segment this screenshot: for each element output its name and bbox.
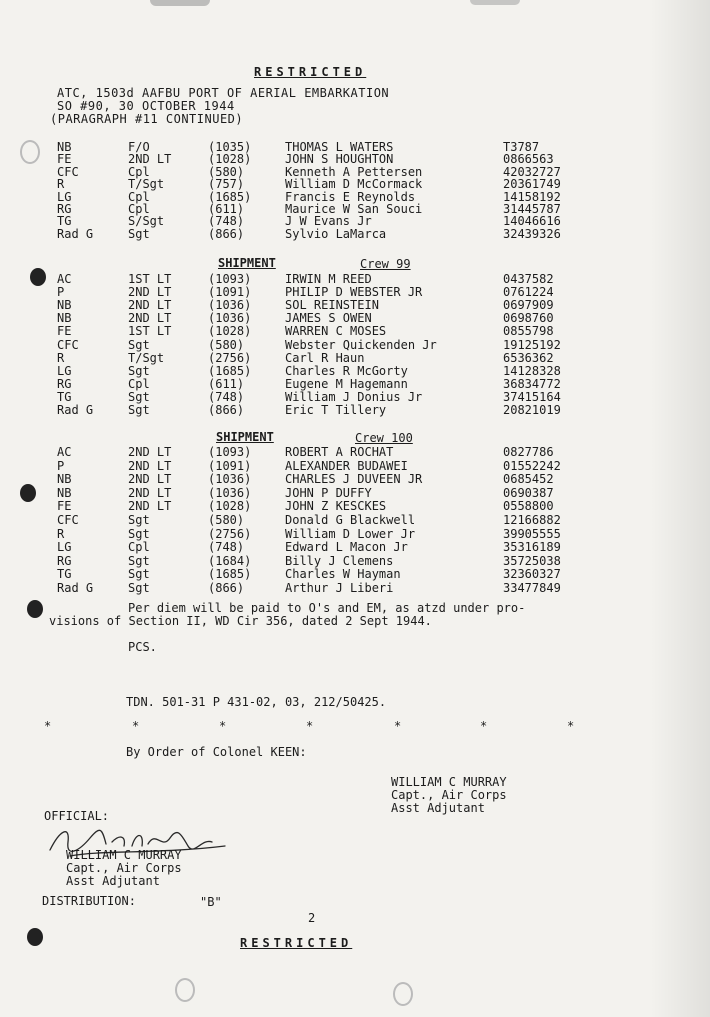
- crew-100-label: Crew 100: [355, 431, 413, 445]
- punch-ring: [175, 978, 195, 1002]
- rank-cell: S/Sgt: [128, 214, 165, 229]
- roster-row: [0, 325, 710, 338]
- roster-row: [0, 446, 710, 459]
- rank-cell: Cpl: [128, 540, 150, 555]
- mos-code-cell: (1028): [208, 152, 252, 167]
- rank-cell: 2ND LT: [128, 152, 172, 167]
- mos-code-cell: (1036): [208, 485, 252, 500]
- name-cell: Edward L Macon Jr: [285, 540, 408, 555]
- signer-name: WILLIAM C MURRAY: [391, 775, 507, 789]
- position-cell: RG: [57, 376, 72, 391]
- rank-cell: Sgt: [128, 403, 150, 417]
- position-cell: FE: [57, 324, 72, 339]
- punch-ring: [393, 982, 413, 1006]
- serial-number-cell: 20361749: [503, 177, 561, 192]
- header-line-1: ATC, 1503d AAFBU PORT OF AERIAL EMBARKATION: [57, 86, 390, 100]
- roster-row: [0, 404, 710, 417]
- mos-code-cell: (611): [208, 376, 245, 391]
- position-cell: CFC: [57, 337, 79, 352]
- rank-cell: Cpl: [128, 189, 150, 204]
- position-cell: R: [57, 350, 65, 365]
- mos-code-cell: (866): [208, 226, 245, 241]
- position-cell: TG: [57, 214, 72, 229]
- position-cell: Rad G: [57, 581, 94, 595]
- rank-cell: T/Sgt: [128, 177, 165, 192]
- mos-code-cell: (1685): [208, 363, 252, 378]
- official-rank: Capt., Air Corps: [66, 861, 182, 875]
- by-order-text: By Order of Colonel KEEN:: [126, 745, 307, 759]
- serial-number-cell: 19125192: [503, 337, 561, 352]
- serial-number-cell: 0698760: [503, 311, 554, 326]
- per-diem-line-1: Per diem will be paid to O's and EM, as atzd under pro-: [128, 601, 526, 615]
- roster-row: [0, 273, 710, 286]
- serial-number-cell: 0866563: [503, 152, 554, 167]
- position-cell: LG: [57, 363, 72, 378]
- roster-row: [0, 555, 710, 568]
- rank-cell: 2ND LT: [128, 458, 172, 473]
- mos-code-cell: (757): [208, 177, 245, 192]
- roster-row: [0, 365, 710, 378]
- crew-99-label: Crew 99: [360, 257, 411, 271]
- binder-clip-mark: [470, 0, 520, 5]
- serial-number-cell: 32360327: [503, 567, 561, 582]
- name-cell: JOHN P DUFFY: [285, 485, 372, 500]
- name-cell: Arthur J Liberi: [285, 581, 394, 595]
- name-cell: William D Lower Jr: [285, 526, 416, 541]
- mos-code-cell: (1685): [208, 567, 252, 582]
- position-cell: NB: [57, 472, 72, 487]
- signer-title: Asst Adjutant: [391, 801, 485, 815]
- serial-number-cell: 35725038: [503, 553, 561, 568]
- name-cell: Maurice W San Souci: [285, 202, 423, 216]
- separator-star: *: [394, 719, 402, 733]
- page-number: 2: [308, 911, 316, 925]
- separator-star: *: [480, 719, 488, 733]
- distribution-value: "B": [200, 895, 222, 909]
- name-cell: Francis E Reynolds: [285, 189, 416, 204]
- serial-number-cell: 0761224: [503, 285, 554, 300]
- roster-row: [0, 473, 710, 486]
- separator-star: *: [44, 719, 52, 733]
- name-cell: IRWIN M REED: [285, 272, 372, 286]
- position-cell: LG: [57, 540, 72, 555]
- roster-row: [0, 352, 710, 365]
- mos-code-cell: (866): [208, 403, 245, 417]
- rank-cell: Sgt: [128, 553, 150, 568]
- serial-number-cell: 0558800: [503, 499, 554, 514]
- name-cell: Charles R McGorty: [285, 363, 408, 378]
- mos-code-cell: (1091): [208, 458, 252, 473]
- mos-code-cell: (611): [208, 202, 245, 216]
- roster-row: [0, 391, 710, 404]
- name-cell: William D McCormack: [285, 177, 423, 192]
- official-label: OFFICIAL:: [44, 809, 110, 823]
- serial-number-cell: 6536362: [503, 350, 554, 365]
- mos-code-cell: (1685): [208, 189, 252, 204]
- position-cell: P: [57, 458, 65, 473]
- roster-row: [0, 339, 710, 352]
- name-cell: JOHN Z KESCKES: [285, 499, 387, 514]
- rank-cell: 2ND LT: [128, 472, 172, 487]
- serial-number-cell: 31445787: [503, 202, 561, 216]
- serial-number-cell: 37415164: [503, 389, 561, 404]
- name-cell: William J Donius Jr: [285, 389, 423, 404]
- serial-number-cell: 14046616: [503, 214, 561, 229]
- name-cell: Charles W Hayman: [285, 567, 401, 582]
- rank-cell: 2ND LT: [128, 298, 172, 313]
- mos-code-cell: (866): [208, 581, 245, 595]
- shipment-100-label: SHIPMENT: [216, 430, 274, 444]
- shipment-99-label: SHIPMENT: [218, 256, 276, 270]
- position-cell: NB: [57, 311, 72, 326]
- mos-code-cell: (580): [208, 337, 245, 352]
- position-cell: NB: [57, 485, 72, 500]
- distribution-label: DISTRIBUTION:: [42, 894, 136, 908]
- serial-number-cell: 01552242: [503, 458, 561, 473]
- per-diem-line-2: visions of Section II, WD Cir 356, dated 2 Sept 1944.: [49, 614, 432, 628]
- serial-number-cell: 12166882: [503, 513, 561, 527]
- serial-number-cell: 42032727: [503, 164, 561, 179]
- serial-number-cell: T3787: [503, 140, 540, 154]
- name-cell: Eugene M Hagemann: [285, 376, 408, 391]
- rank-cell: Sgt: [128, 363, 150, 378]
- rank-cell: 2ND LT: [128, 485, 172, 500]
- position-cell: CFC: [57, 513, 79, 527]
- rank-cell: Sgt: [128, 389, 150, 404]
- serial-number-cell: 0855798: [503, 324, 554, 339]
- serial-number-cell: 32439326: [503, 226, 561, 241]
- rank-cell: Sgt: [128, 526, 150, 541]
- separator-star: *: [132, 719, 140, 733]
- serial-number-cell: 0690387: [503, 485, 554, 500]
- mos-code-cell: (1036): [208, 472, 252, 487]
- serial-number-cell: 14158192: [503, 189, 561, 204]
- rank-cell: 1ST LT: [128, 272, 172, 286]
- punch-hole: [27, 600, 43, 618]
- mos-code-cell: (1036): [208, 298, 252, 313]
- mos-code-cell: (2756): [208, 350, 252, 365]
- name-cell: JAMES S OWEN: [285, 311, 372, 326]
- official-title: Asst Adjutant: [66, 874, 160, 888]
- serial-number-cell: 0685452: [503, 472, 554, 487]
- rank-cell: Cpl: [128, 164, 150, 179]
- rank-cell: Sgt: [128, 567, 150, 582]
- serial-number-cell: 20821019: [503, 403, 561, 417]
- rank-cell: Sgt: [128, 513, 150, 527]
- rank-cell: 2ND LT: [128, 285, 172, 300]
- mos-code-cell: (1036): [208, 311, 252, 326]
- rank-cell: Cpl: [128, 376, 150, 391]
- name-cell: Kenneth A Pettersen: [285, 164, 423, 179]
- rank-cell: T/Sgt: [128, 350, 165, 365]
- serial-number-cell: 0827786: [503, 445, 554, 459]
- mos-code-cell: (1091): [208, 285, 252, 300]
- mos-code-cell: (1035): [208, 140, 252, 154]
- position-cell: CFC: [57, 164, 79, 179]
- name-cell: JOHN S HOUGHTON: [285, 152, 394, 167]
- roster-row: [0, 514, 710, 527]
- serial-number-cell: 39905555: [503, 526, 561, 541]
- mos-code-cell: (580): [208, 164, 245, 179]
- roster-row: [0, 487, 710, 500]
- name-cell: Eric T Tillery: [285, 403, 387, 417]
- mos-code-cell: (1093): [208, 445, 252, 459]
- name-cell: Sylvio LaMarca: [285, 226, 387, 241]
- signer-rank: Capt., Air Corps: [391, 788, 507, 802]
- pcs-text: PCS.: [128, 640, 157, 654]
- roster-row: [0, 228, 710, 241]
- rank-cell: 2ND LT: [128, 445, 172, 459]
- mos-code-cell: (1028): [208, 499, 252, 514]
- position-cell: NB: [57, 140, 72, 154]
- roster-row: [0, 299, 710, 312]
- mos-code-cell: (748): [208, 389, 245, 404]
- roster-row: [0, 378, 710, 391]
- binder-clip-mark: [150, 0, 210, 6]
- serial-number-cell: 0437582: [503, 272, 554, 286]
- rank-cell: Sgt: [128, 337, 150, 352]
- position-cell: RG: [57, 553, 72, 568]
- rank-cell: Sgt: [128, 581, 150, 595]
- position-cell: P: [57, 285, 65, 300]
- position-cell: Rad G: [57, 403, 94, 417]
- position-cell: FE: [57, 152, 72, 167]
- position-cell: LG: [57, 189, 72, 204]
- serial-number-cell: 35316189: [503, 540, 561, 555]
- mos-code-cell: (1684): [208, 553, 252, 568]
- roster-row: [0, 582, 710, 595]
- separator-star: *: [567, 719, 575, 733]
- name-cell: J W Evans Jr: [285, 214, 372, 229]
- separator-star: *: [306, 719, 314, 733]
- rank-cell: F/O: [128, 140, 150, 154]
- name-cell: Billy J Clemens: [285, 553, 394, 568]
- restricted-footer: RESTRICTED: [240, 936, 353, 950]
- name-cell: WARREN C MOSES: [285, 324, 387, 339]
- name-cell: PHILIP D WEBSTER JR: [285, 285, 423, 300]
- position-cell: TG: [57, 567, 72, 582]
- roster-row: [0, 568, 710, 581]
- name-cell: THOMAS L WATERS: [285, 140, 394, 154]
- separator-star: *: [219, 719, 227, 733]
- position-cell: FE: [57, 499, 72, 514]
- name-cell: Webster Quickenden Jr: [285, 337, 437, 352]
- rank-cell: 1ST LT: [128, 324, 172, 339]
- serial-number-cell: 14128328: [503, 363, 561, 378]
- serial-number-cell: 36834772: [503, 376, 561, 391]
- name-cell: ALEXANDER BUDAWEI: [285, 458, 408, 473]
- serial-number-cell: 0697909: [503, 298, 554, 313]
- mos-code-cell: (748): [208, 214, 245, 229]
- punch-hole: [27, 928, 43, 946]
- position-cell: RG: [57, 202, 72, 216]
- roster-row: [0, 286, 710, 299]
- mos-code-cell: (748): [208, 540, 245, 555]
- rank-cell: 2ND LT: [128, 311, 172, 326]
- rank-cell: 2ND LT: [128, 499, 172, 514]
- serial-number-cell: 33477849: [503, 581, 561, 595]
- restricted-header: RESTRICTED: [254, 65, 367, 79]
- roster-row: [0, 312, 710, 325]
- position-cell: R: [57, 526, 65, 541]
- position-cell: TG: [57, 389, 72, 404]
- name-cell: Donald G Blackwell: [285, 513, 416, 527]
- mos-code-cell: (1093): [208, 272, 252, 286]
- position-cell: R: [57, 177, 65, 192]
- mos-code-cell: (580): [208, 513, 245, 527]
- header-line-2: SO #90, 30 OCTOBER 1944: [57, 99, 235, 113]
- position-cell: AC: [57, 445, 72, 459]
- mos-code-cell: (2756): [208, 526, 252, 541]
- name-cell: SOL REINSTEIN: [285, 298, 379, 313]
- tdn-text: TDN. 501-31 P 431-02, 03, 212/50425.: [126, 695, 387, 709]
- roster-row: [0, 541, 710, 554]
- rank-cell: Sgt: [128, 226, 150, 241]
- name-cell: Carl R Haun: [285, 350, 365, 365]
- roster-row: [0, 528, 710, 541]
- position-cell: NB: [57, 298, 72, 313]
- position-cell: Rad G: [57, 226, 94, 241]
- rank-cell: Cpl: [128, 202, 150, 216]
- mos-code-cell: (1028): [208, 324, 252, 339]
- header-line-3: (PARAGRAPH #11 CONTINUED): [50, 112, 244, 126]
- name-cell: ROBERT A ROCHAT: [285, 445, 394, 459]
- position-cell: AC: [57, 272, 72, 286]
- official-name: WILLIAM C MURRAY: [66, 848, 182, 862]
- name-cell: CHARLES J DUVEEN JR: [285, 472, 423, 487]
- roster-row: [0, 460, 710, 473]
- roster-row: [0, 500, 710, 513]
